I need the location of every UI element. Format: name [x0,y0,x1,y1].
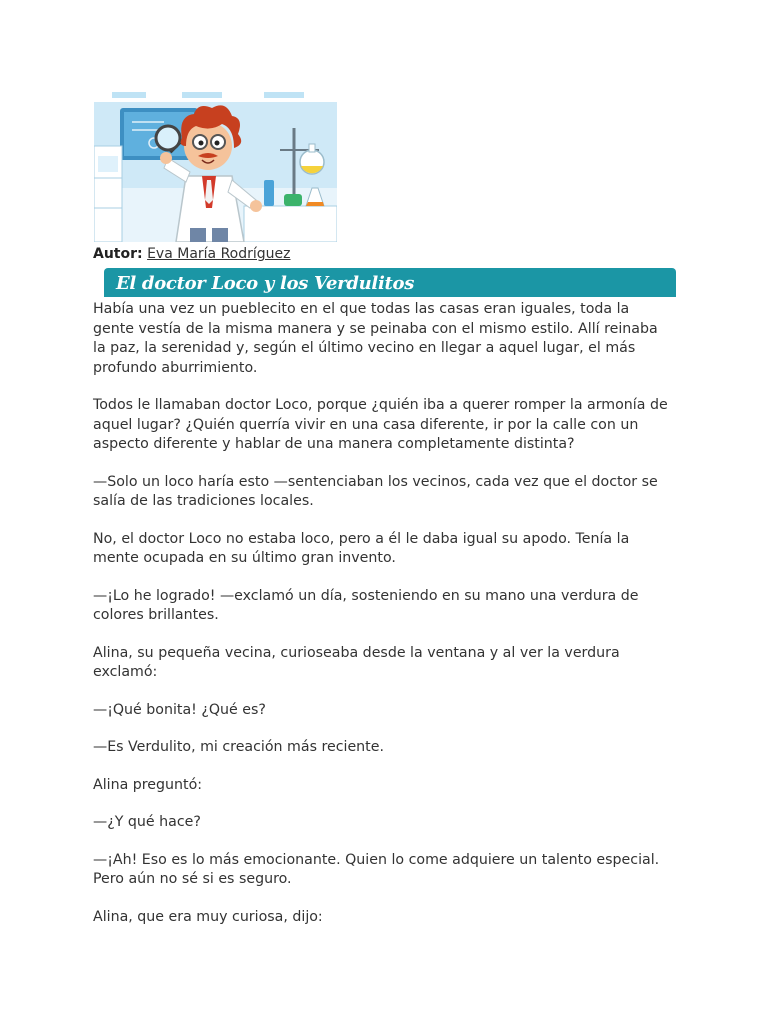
story-body [93,300,673,945]
author-label: Autor: [93,246,143,262]
story-paragraph: Alina, que era muy curiosa, dijo: [93,908,323,925]
author-line [93,246,291,262]
story-paragraph: —¡Ah! Eso es lo más emocionante. Quien lo come adquiere un talento especial. Pero aún no sé si es seguro. [93,851,660,887]
story-paragraph: Alina preguntó: [93,776,203,793]
scientist-lab-illustration [94,88,337,242]
story-paragraph: —¡Qué bonita! ¿Qué es? [93,701,266,718]
story-paragraph: —¿Y qué hace? [93,814,201,830]
story-paragraph: Alina, su pequeña vecina, curioseaba desde la ventana y al ver la verdura exclamó: [93,644,620,680]
story-paragraph: Todos le llamaban doctor Loco, porque ¿quién iba a querer romper la armonía de aquel lugar? ¿Quién querría vivir en una casa diferente, ir por la calle con un aspecto diferente y hablar de una manera completamente distinta? [93,397,668,452]
story-illustration [94,88,337,242]
story-paragraph: Había una vez un pueblecito en el que todas las casas eran iguales, toda la gente vestía de la misma manera y se peinaba con el mismo estilo. Allí reinaba la paz, la serenidad y, según el último vecino en llegar a aquel lugar, el más profundo aburrimiento. [93,301,658,376]
story-title: El doctor Loco y los Verdulitos [116,273,415,294]
story-paragraph: No, el doctor Loco no estaba loco, pero a él le daba igual su apodo. Tenía la mente ocupada en su último gran invento. [93,530,630,566]
story-paragraph: —Es Verdulito, mi creación más reciente. [93,739,384,755]
author-name-link[interactable]: Eva María Rodríguez [147,246,291,262]
story-paragraph: —Solo un loco haría esto —sentenciaban los vecinos, cada vez que el doctor se salía de las tradiciones locales. [93,473,658,509]
story-paragraph: —¡Lo he logrado! —exclamó un día, sosteniendo en su mano una verdura de colores brillantes. [93,587,639,623]
title-banner [104,268,676,297]
